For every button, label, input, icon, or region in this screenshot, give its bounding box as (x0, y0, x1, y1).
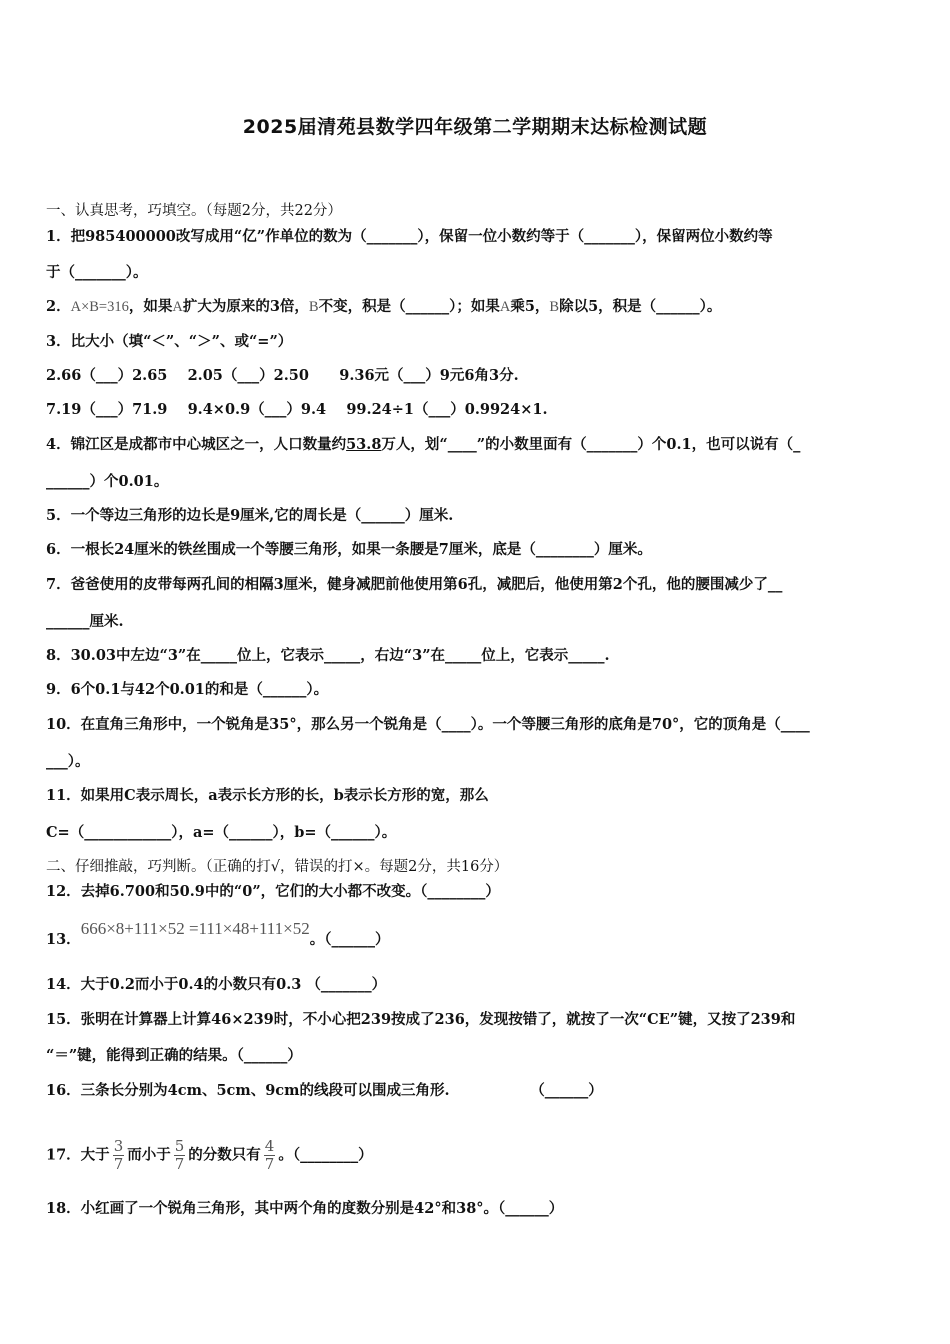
question-13 (46, 919, 906, 950)
q2-var-b: B (308, 299, 319, 315)
q13-answer-blank: 。（______） (309, 931, 390, 948)
question-7-line-2: ______厘米. (46, 613, 124, 630)
q2-text: ，如果 (128, 298, 173, 315)
question-12: 12．去掉6.700和50.9中的“0”，它们的大小都不改变。（________） (46, 883, 500, 900)
q13-number: 13． (46, 931, 81, 948)
question-17 (46, 1138, 906, 1173)
question-18: 18．小红画了一个锐角三角形，其中两个角的度数分别是42°和38°。（______） (46, 1200, 564, 1217)
question-5: 5．一个等边三角形的边长是9厘米,它的周长是（______）厘米. (46, 507, 454, 524)
fraction-denominator: 7 (174, 1155, 185, 1173)
question-3: 3．比大小（填“＜”、“＞”、或“=”） (46, 333, 293, 350)
question-10-line-1: 10．在直角三角形中，一个锐角是35°，那么另一个锐角是（____）。一个等腰三角形的底角是70°，它的顶角是（____ (46, 716, 810, 733)
fraction-numerator: 4 (264, 1137, 275, 1155)
question-6: 6．一根长24厘米的铁丝围成一个等腰三角形，如果一条腰是7厘米，底是（________）厘米。 (46, 541, 652, 558)
fraction-three-sevenths (113, 1138, 125, 1173)
q2-text: 扩大为原来的3倍， (182, 298, 309, 315)
fraction-five-sevenths (174, 1138, 186, 1173)
question-4-line-2: ______）个0.01。 (46, 473, 169, 490)
question-4-line-1 (46, 435, 906, 455)
q2-text: 不变，积是（______）；如果 (318, 298, 500, 315)
section-heading-2: 二、仔细推敲，巧判断。（正确的打√，错误的打×。每题2分，共16分） (46, 859, 509, 875)
question-11-line-2: C=（____________），a=（______），b=（______）。 (46, 824, 397, 841)
fraction-four-sevenths (264, 1138, 276, 1173)
fraction-denominator: 7 (113, 1155, 124, 1173)
fraction-denominator: 7 (264, 1155, 275, 1173)
q2-var-b: B (549, 299, 560, 315)
q2-var-a: A (172, 299, 183, 315)
question-1-line-1: 1．把985400000改写成用“亿”作单位的数为（_______），保留一位小数约等于（_______），保留两位小数约等 (46, 228, 773, 245)
question-15-line-1: 15．张明在计算器上计算46×239时，不小心把239按成了236，发现按错了，就按了一次“CE”键，又按了239和 (46, 1011, 796, 1028)
q4-underlined-number: 53.8 (346, 436, 382, 453)
question-14: 14．大于0.2而小于0.4的小数只有0.3 （_______） (46, 976, 387, 993)
q17-text: 而小于 (127, 1146, 171, 1164)
question-16: 16．三条长分别为4cm、5cm、9cm的线段可以围成三角形. （______） (46, 1082, 603, 1099)
section-heading-1: 一、认真思考，巧填空。（每题2分，共22分） (46, 203, 342, 219)
fraction-numerator: 5 (174, 1137, 185, 1155)
question-2 (46, 297, 906, 317)
q2-text: 乘5， (510, 298, 550, 315)
question-7-line-1: 7．爸爸使用的皮带每两孔间的相隔3厘米，健身减肥前他使用第6孔，减肥后，他使用第2个孔，他的腰围减少了__ (46, 576, 783, 593)
q4-text: 万人，划“____”的小数里面有（_______）个0.1，也可以说有（_ (381, 436, 801, 453)
question-8: 8．30.03中左边“3”在_____位上，它表示_____，右边“3”在_____位上，它表示_____. (46, 647, 610, 664)
q17-answer-blank: 。（________） (278, 1146, 373, 1164)
q4-text: 4．锦江区是成都市中心城区之一，人口数量约 (46, 436, 347, 453)
question-3-row-1: 2.66（___）2.65 2.05（___）2.50 9.36元（___）9元6角3分. (46, 367, 519, 384)
question-3-row-2: 7.19（___）71.9 9.4×0.9（___）9.4 99.24÷1（___）0.9924×1. (46, 401, 548, 418)
fraction-numerator: 3 (113, 1137, 124, 1155)
q13-formula: 666×8+111×52 =111×48+111×52 (80, 919, 310, 938)
page-title: 2025届清苑县数学四年级第二学期期末达标检测试题 (242, 116, 708, 138)
q2-var-a: A (499, 299, 511, 315)
question-1-line-2: 于（_______）。 (46, 264, 148, 281)
question-11-line-1: 11．如果用C表示周长，a表示长方形的长，b表示长方形的宽，那么 (46, 787, 489, 804)
q17-text: 的分数只有 (188, 1146, 261, 1164)
question-15-line-2: “＝”键，能得到正确的结果。（______） (46, 1047, 302, 1064)
q2-number: 2． (46, 298, 71, 315)
q17-text: 17．大于 (46, 1146, 110, 1164)
question-10-line-2: ___）。 (46, 753, 90, 770)
q2-text: 除以5，积是（______）。 (559, 298, 722, 315)
q2-expression: A×B=316 (70, 299, 129, 315)
question-9: 9．6个0.1与42个0.01的和是（______）。 (46, 681, 329, 698)
